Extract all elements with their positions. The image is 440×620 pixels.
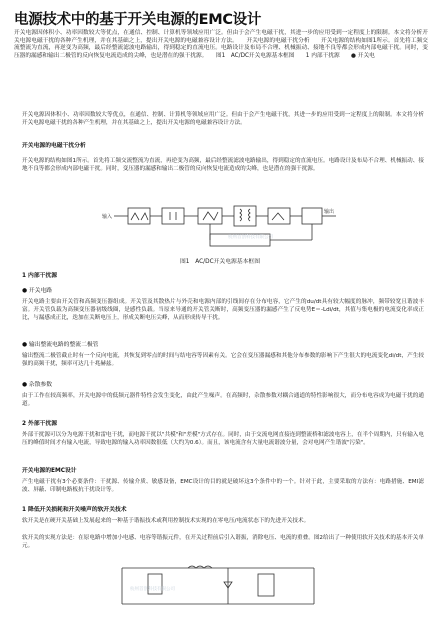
rectifier-paragraph: 输出整流二极管截止时有一个反向电流，其恢复到零点的时间与结电容等因素有关。它会在变压器漏感和其他分布参数的影响下产生很大的电流变化di/dt，产生较强的高频干扰，频率可达几十兆赫兹。 [22,353,424,368]
external-sources-paragraph: 外部干扰源可以分为电源干扰和雷电干扰，而电源干扰以"共模"和"差模"方式存在。同时，由于交流电网直接连到整流桥和滤波电容上，在半个周期内，只有输入电压的峰值时间才有输入电流，导致电源的输入功率因数很低（大约为0.6）。而且，该电流含有大量电流谐波分量，会对电网产生谐波"污染"。 [22,432,424,447]
block-output-rectifier [268,208,290,224]
bullet-stray-parameters: ● 杂散参数 [22,382,53,388]
stray-parameters-paragraph: 由于工作在较高频率，开关电源中的低频元器件特性会发生变化，由此产生噪声。在高频时，杂散参数对耦合通道的特性影响很大，而分布电容成为电磁干扰的通道。 [22,393,424,408]
subsection-internal-sources: 1 内部干扰源 [22,273,58,279]
figure2-circuit-diagram [118,560,318,610]
block-transformer [234,206,256,226]
subsection-soft-switching: 1 降低开关损耗和开关噪声的软开关技术 [22,507,127,513]
block-filter [162,208,184,224]
subsection-external-sources: 2 外部干扰源 [22,421,58,427]
structure-paragraph: 开关电源的结构如图1所示。首先将工频交流整流为直流，再逆变为高频，最后经整流滤波电路输出，得到稳定的直流电压。电路设计及布局不合理、机械振动、接地不良等都会形成内部电磁干扰。同时，变压器的漏感和输出二极管的反向恢复电流造成的尖峰，也是潜在的强干扰源。 [22,158,424,173]
figure1-output-label: 输出 [324,209,335,215]
figure1-block-diagram [100,204,340,252]
emc-conditions-paragraph: 产生电磁干扰有3个必要条件：干扰源、传输介质、敏感设备，EMC设计的目的就是破坏这3个条件中的一个。针对于此，主要采取的方法有：电路措施、EMI滤波、屏蔽、印制电路板抗干扰设计等。 [22,479,424,494]
figure1-caption: 图1 AC/DC开关电源基本框图 [179,259,261,265]
switch-circuit-paragraph: 开关电路主要由开关管和高频变压器组成。开关管及其散热片与外壳和电源内部的引线间存在分布电容，它产生的du/dt具有较大幅度的脉冲，频带较宽且谐波丰富。开关管负载为高频变压器初级线圈，是感性负载。当原来导通的开关管关断时，高频变压器的漏感产生了反电势E＝-Ldi/dt，其值与集电极的电流变化率成正比，与漏感成正比，迭加在关断电压上，形成关断电压尖峰，从而形成传导干扰。 [22,299,424,322]
section-heading-emi-analysis: 开关电源的电磁干扰分析 [22,143,86,149]
soft-switching-method-paragraph: 软开关的实现方法是：在原电路中增加小电感、电容等谐振元件，在开关过程前后引入谐振，消除电压、电流的重叠。图2给出了一种使用软开关技术的基本开关单元。 [22,535,424,550]
figure2-watermark: 杭州首创科技有限公司 [130,587,175,592]
figure2-switch [258,574,274,596]
page-title: 电源技术中的基于开关电源的EMC设计 [14,12,262,28]
figure1-input-label: 输入 [102,214,113,220]
block-switch [198,208,222,224]
figure1-watermark: 杭州首创科技有限公司 [228,235,273,240]
abstract-paragraph: 开关电源因体积小、功率因数较大等优点，在通信、控制、计算机等领域应用广泛。但由于会产生电磁干扰，其进一步的应用受到一定程度上的限制。本文将分析开关电源电磁干扰的各种产生机理，并在其基础之上，提出开关电源的电磁兼容设计方法。 开关电源的电磁干扰分析 开关电源的结构如图1所示。首先将工频交流整流为直流，再逆变为高频，最后经整流滤波电路输出，得到稳定的直流电压。电路设计及布局不合理、机械振动、接地不良等都会形成内部电磁干扰。同时，变压器的漏感和输出二极管的反向恢复电流造成的尖峰，也是潜在的强干扰源。 图1 AC/DC开关电源基本框图 1 内部干扰源 ● 开关电 [14,30,428,60]
bullet-output-rectifier: ● 输出整流电路的整流二极管 [22,342,99,348]
bullet-switch-circuit: ● 开关电路 [22,288,53,294]
intro-paragraph: 开关电源因体积小、功率因数较大等优点，在通信、控制、计算机等领域应用广泛。但由于会产生电磁干扰，其进一步的应用受到一定程度上的限制。本文将分析开关电源电磁干扰的各种产生机理，并在其基础之上，提出开关电源的电磁兼容设计方法。 [22,112,424,127]
soft-switching-paragraph: 软开关是在硬开关基础上发展起来的一种基于谐振技术或利用控制技术实现的在零电压/电流状态下的先进开关技术。 [22,518,310,524]
block-output-filter [302,208,322,224]
section-heading-emc-design: 开关电源的EMC设计 [22,468,77,474]
